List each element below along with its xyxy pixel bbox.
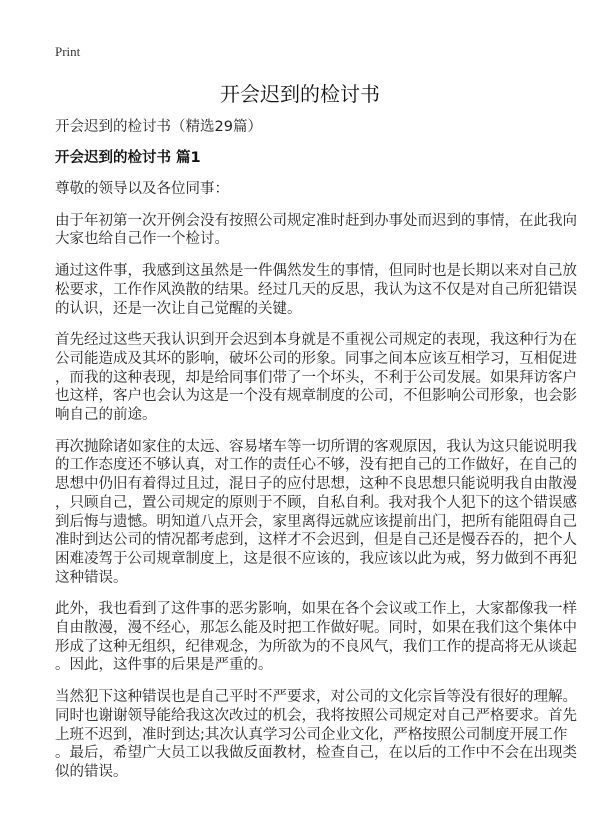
paragraph-line: 。因此，这件事的后果是严重的。 <box>55 657 273 674</box>
paragraphs <box>55 212 577 782</box>
paragraph-line: 思想中仍旧有着得过且过，混日子的应付思想，这种不良思想只能说明我自由散漫 <box>55 476 577 493</box>
paragraph-line: 同时也谢谢领导能给我这次改过的机会，我将按照公司规定对自己严格要求。首先 <box>55 707 577 724</box>
paragraph <box>55 331 577 425</box>
paragraph <box>55 600 577 675</box>
paragraph-line: ，只顾自己，置公司规定的原则于不顾，自私自利。我对我个人犯下的这个错误感 <box>55 494 577 511</box>
paragraph-line: 困难凌驾于公司规章制度上，这是很不应该的，我应该以此为戒，努力做到不再犯 <box>55 550 577 567</box>
paragraph-line: 上班不迟到，准时到达;其次认真学习公司企业文化，严格按照公司制度开展工作 <box>55 726 568 743</box>
paragraph <box>55 212 577 249</box>
section-heading: 开会迟到的检讨书 篇1 <box>55 150 201 166</box>
paragraph-line: 当然犯下这种错误也是自己平时不严要求，对公司的文化宗旨等没有很好的理解。 <box>55 689 577 706</box>
document-subtitle: 开会迟到的检讨书（精选29篇） <box>55 119 262 135</box>
paragraph <box>55 688 577 782</box>
paragraph-line: 的工作态度还不够认真，对工作的责任心不够，没有把自己的工作做好，在自己的 <box>55 457 577 474</box>
paragraph-line: 准时到达公司的情况都考虑到，这样才不会迟到，但是自己还是慢吞吞的，把个人 <box>55 532 577 549</box>
paragraph-line: 首先经过这些天我认识到开会迟到本身就是不重视公司规定的表现，我这种行为在 <box>55 332 577 349</box>
salutation: 尊敬的领导以及各位同事： <box>55 181 229 197</box>
paragraph-line: 的认识，还是一次让自己觉醒的关键。 <box>55 300 302 317</box>
document-body <box>55 118 577 795</box>
paragraph-line: 公司能造成及其坏的影响，破坏公司的形象。同事之间本应该互相学习，互相促进 <box>55 350 577 367</box>
paragraph-line: 到后悔与遗憾。明知道八点开会，家里离得远就应该提前出门，把所有能阻碍自己 <box>55 513 577 530</box>
paragraph-line: 通过这件事，我感到这虽然是一件偶然发生的事情，但同时也是长期以来对自己放 <box>55 263 577 280</box>
paragraph-line: 由于年初第一次开例会没有按照公司规定准时赶到办事处而迟到的事情，在此我向 <box>55 212 577 229</box>
document-title: 开会迟到的检讨书 <box>220 82 380 106</box>
paragraph <box>55 262 577 318</box>
paragraph-line: 自由散漫，漫不经心，那怎么能及时把工作做好呢。同时，如果在我们这个集体中 <box>55 620 577 637</box>
paragraph-line: 这种错误。 <box>55 569 128 586</box>
paragraph-line: 也这样，客户也会认为这是一个没有规章制度的公司，不但影响公司形象，也会影 <box>55 388 577 405</box>
paragraph-line: 再次抛除诸如家住的太远、容易堵车等一切所谓的客观原因，我认为这只能说明我 <box>55 438 577 455</box>
paragraph-line: 。最后，希望广大员工以我做反面教材，检查自己，在以后的工作中不会在出现类 <box>55 745 577 762</box>
paragraph-line: 此外，我也看到了这件事的恶劣影响，如果在各个会议或工作上，大家都像我一样 <box>55 601 577 618</box>
paragraph-line: 形成了这种无组织，纪律观念，为所欲为的不良风气，我们工作的提高将无从谈起 <box>55 638 577 655</box>
paragraph <box>55 438 577 588</box>
paragraph-line: 响自己的前途。 <box>55 407 157 424</box>
paragraph-line: 大家也给自己作一个检讨。 <box>55 231 229 248</box>
paragraph-line: 似的错误。 <box>55 763 128 780</box>
paragraph-line: 松要求，工作作风涣散的结果。经过几天的反思，我认为这不仅是对自己所犯错误 <box>55 281 577 298</box>
print-label: Print <box>55 44 81 59</box>
paragraph-line: ，而我的这种表现，却是给同事们带了一个坏头，不利于公司发展。如果拜访客户 <box>55 369 577 386</box>
